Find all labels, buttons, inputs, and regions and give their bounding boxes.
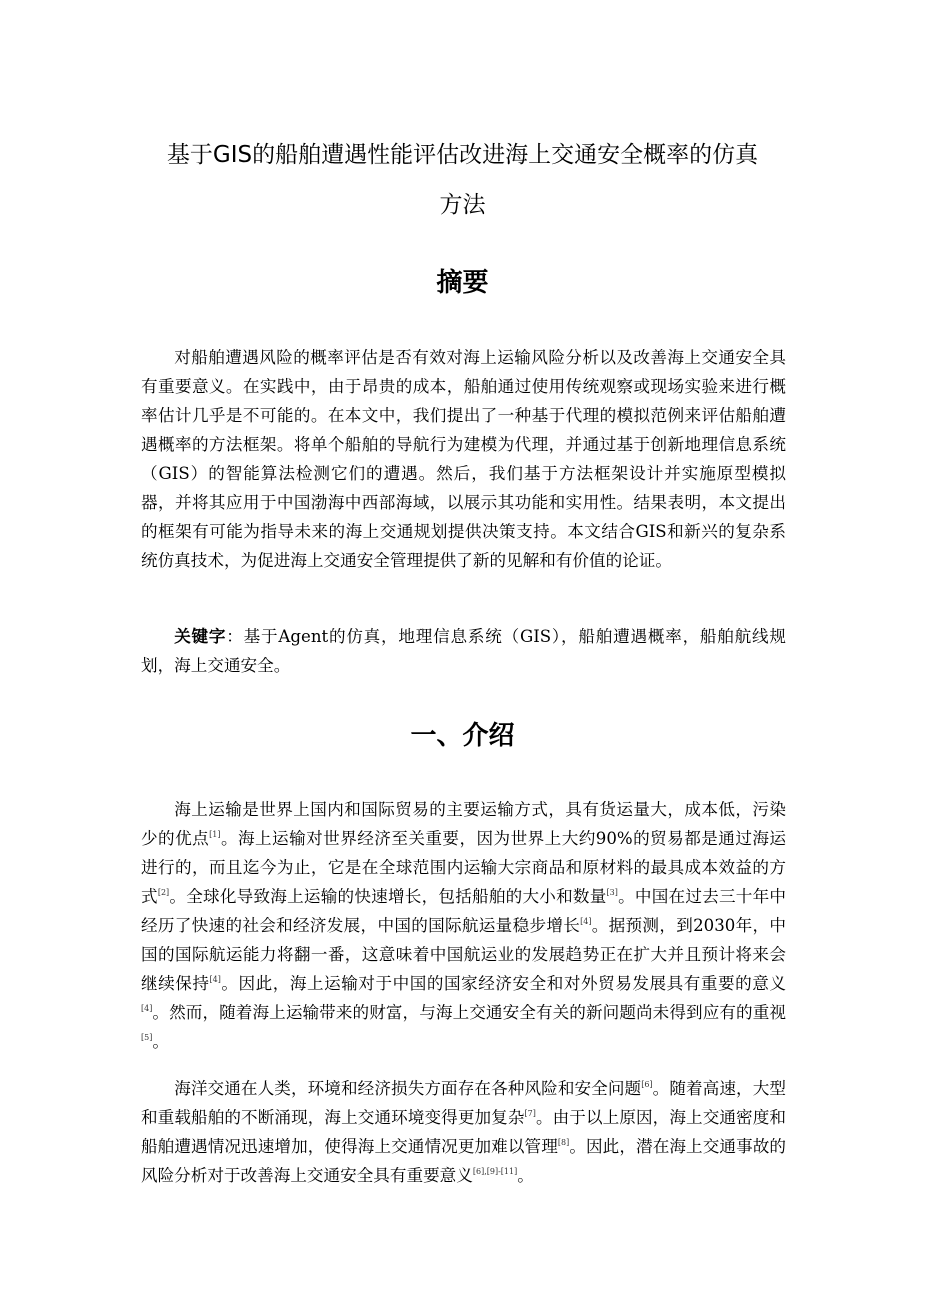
intro-p2-text-1: 海洋交通在人类，环境和经济损失方面存在各种风险和安全问题 <box>174 1079 642 1098</box>
keywords-text: ：基于Agent的仿真，地理信息系统（GIS），船舶遭遇概率，船舶航线规划，海上交通安全。 <box>141 627 786 675</box>
citation: [3] <box>606 888 618 897</box>
citation: [4] <box>580 917 592 926</box>
intro-heading: 一、介绍 <box>410 721 515 751</box>
intro-p2-text-4: 。因此，潜在海上交通事故的风险分析对于改善海上交通安全具有重要意义 <box>141 1137 787 1185</box>
citation: [7] <box>524 1109 536 1118</box>
intro-p1-text-6: 。因此，海上运输对于中国的国家经济安全和对外贸易发展具有重要的意义 <box>220 974 787 993</box>
citation: [6] <box>641 1080 653 1089</box>
abstract-paragraph: 对船舶遭遇风险的概率评估是否有效对海上运输风险分析以及改善海上交通安全具有重要意义。在实践中，由于昂贵的成本，船舶通过使用传统观察或现场实验来进行概率估计几乎是不可能的。在本文中，我们提出了一种基于代理的模拟范例来评估船舶遭遇概率的方法框架。将单个船舶的导航行为建模为代理，并通过基于创新地理信息系统（GIS）的智能算法检测它们的遭遇。然后，我们基于方法框架设计并实施原型模拟器，并将其应用于中国渤海中西部海域，以展示其功能和实用性。结果表明，本文提出的框架有可能为指导未来的海上交通规划提供决策支持。本文结合GIS和新兴的复杂系统仿真技术，为促进海上交通安全管理提供了新的见解和有价值的论证。 <box>141 348 786 570</box>
intro-p1-text-5: 。据预测，到2030年，中国的国际航运能力将翻一番，这意味着中国航运业的发展趋势正在扩大并且预计将来会继续保持 <box>141 916 786 993</box>
paper-title-line-2: 方法 <box>439 192 486 218</box>
keywords-label: 关键字 <box>174 627 227 646</box>
citation: [4] <box>141 1004 153 1013</box>
citation: [1] <box>209 830 221 839</box>
citation: [8] <box>557 1138 570 1147</box>
citation: [5] <box>141 1033 153 1042</box>
intro-p1-text-3: 。全球化导致海上运输的快速增长，包括船舶的大小和数量 <box>169 887 607 906</box>
intro-p1-text-1: 海上运输是世界上国内和国际贸易的主要运输方式，具有货运量大，成本低，污染少的优点 <box>141 800 786 848</box>
citation: [4] <box>209 975 221 984</box>
intro-p2-text-3: 。由于以上原因，海上交通密度和船舶遭遇情况迅速增加，使得海上交通情况更加难以管理 <box>141 1108 787 1156</box>
intro-p1-text-4: 。中国在过去三十年中经历了快速的社会和经济发展，中国的国际航运量稳步增长 <box>141 887 787 935</box>
abstract-heading: 摘要 <box>436 268 489 298</box>
intro-paragraph-1 <box>141 795 786 1056</box>
intro-p1-text-7: 。然而，随着海上运输带来的财富，与海上交通安全有关的新问题尚未得到应有的重视 <box>152 1003 786 1022</box>
keywords-paragraph <box>141 622 786 680</box>
intro-paragraph-2 <box>141 1074 786 1190</box>
intro-p1-text-8: 。 <box>152 1032 169 1051</box>
paper-title-line-1: 基于GIS的船舶遭遇性能评估改进海上交通安全概率的仿真 <box>166 142 759 168</box>
intro-p2-text-5: 。 <box>517 1166 534 1185</box>
intro-p2-text-2: 。随着高速，大型和重载船舶的不断涌现，海上交通环境变得更加复杂 <box>141 1079 786 1127</box>
intro-p1-text-2: 。海上运输对世界经济至关重要，因为世界上大约90%的贸易都是通过海运进行的，而且迄今为止，它是在全球范围内运输大宗商品和原材料的最具成本效益的方式 <box>141 829 786 906</box>
citation: [2] <box>157 888 170 897</box>
citation: [6],[9]-[11] <box>472 1167 518 1176</box>
